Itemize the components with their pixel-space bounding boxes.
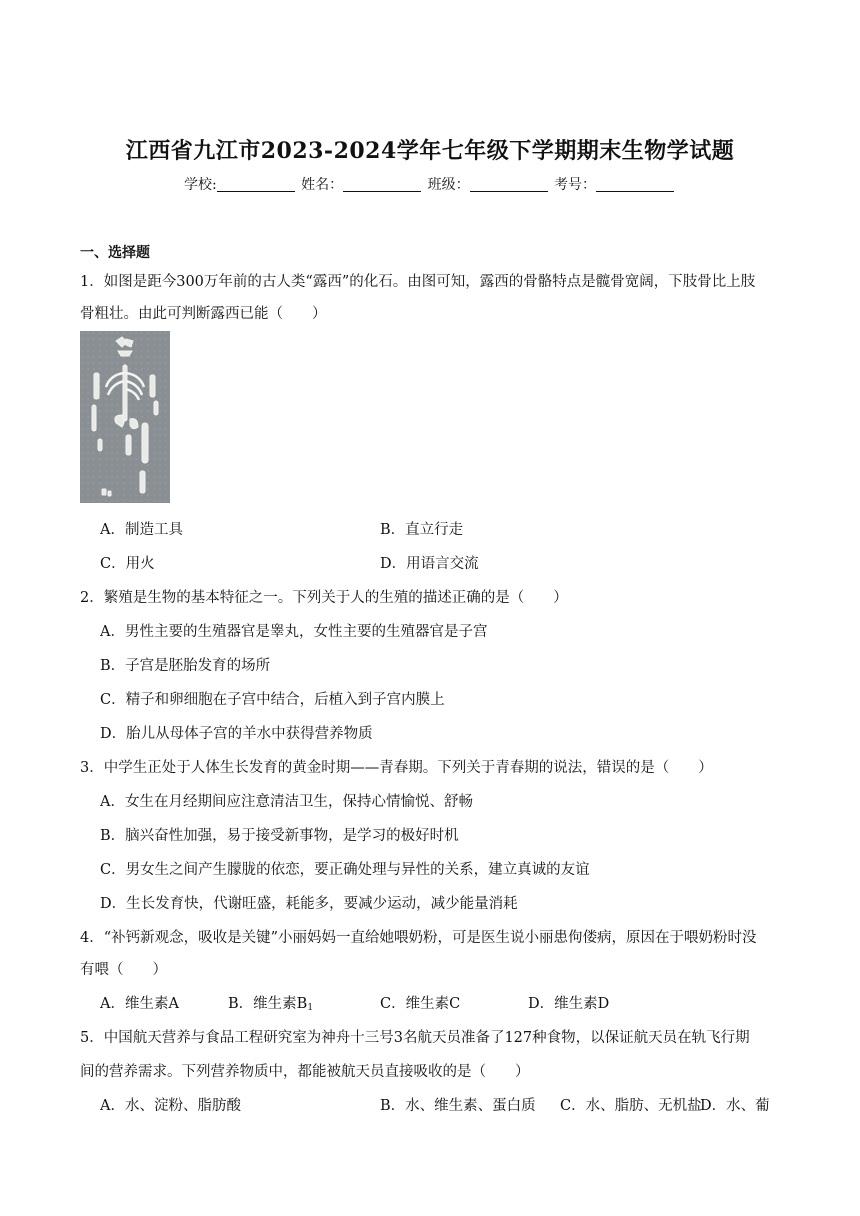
q5-option-b: B．水、维生素、蛋白质 bbox=[380, 1098, 536, 1114]
exam-no-blank[interactable] bbox=[596, 177, 674, 192]
q1-option-a: A．制造工具 bbox=[100, 522, 183, 538]
q3-line-1: 3．中学生正处于人体生长发育的黄金时期——青春期。下列关于青春期的说法，错误的是（ ） bbox=[80, 760, 713, 776]
q1-option-b: B．直立行走 bbox=[380, 522, 464, 538]
q4-option-b-text: B．维生素B bbox=[228, 996, 308, 1012]
section-heading: 一、选择题 bbox=[80, 245, 150, 261]
skeleton-icon bbox=[80, 331, 170, 503]
exam-no-label: 考号： bbox=[554, 177, 597, 193]
q2-option-d: D．胎儿从母体子宫的羊水中获得营养物质 bbox=[100, 726, 373, 742]
q5-option-c: C．水、脂肪、无机盐 bbox=[560, 1098, 702, 1114]
q4-option-c: C．维生素C bbox=[380, 996, 461, 1012]
q5-option-d: D．水、葡 bbox=[700, 1098, 770, 1114]
q4-option-a: A．维生素A bbox=[100, 996, 179, 1012]
q1-line-2: 骨粗壮。由此可判断露西已能（ ） bbox=[80, 306, 327, 322]
q4-option-d: D．维生素D bbox=[528, 996, 610, 1012]
school-label: 学校: bbox=[183, 177, 217, 193]
page-title: 江西省九江市2023-2024学年七年级下学期期末生物学试题 bbox=[125, 138, 735, 164]
q4-option-b bbox=[228, 992, 313, 1013]
q1-option-d: D．用语言交流 bbox=[380, 556, 479, 572]
class-blank[interactable] bbox=[470, 177, 548, 192]
name-blank[interactable] bbox=[343, 177, 421, 192]
q5-line-2: 间的营养需求。下列营养物质中，都能被航天员直接吸收的是（ ） bbox=[80, 1064, 530, 1080]
q4-option-b-subscript: 1 bbox=[307, 1003, 314, 1013]
student-info-row bbox=[0, 174, 860, 194]
q2-option-b: B．子宫是胚胎发育的场所 bbox=[100, 658, 271, 674]
name-label: 姓名： bbox=[301, 177, 344, 193]
q3-option-b: B．脑兴奋性加强，易于接受新事物，是学习的极好时机 bbox=[100, 828, 459, 844]
q2-option-c: C．精子和卵细胞在子宫中结合，后植入到子宫内膜上 bbox=[100, 692, 445, 708]
q4-line-1: 4．“补钙新观念，吸收是关键”小丽妈妈一直给她喂奶粉，可是医生说小丽患佝偻病，原因在于喂奶粉时没 bbox=[80, 930, 757, 946]
q5-option-a: A．水、淀粉、脂肪酸 bbox=[100, 1098, 241, 1114]
q3-option-a: A．女生在月经期间应注意清洁卫生，保持心情愉悦、舒畅 bbox=[100, 794, 473, 810]
lucy-fossil-image bbox=[80, 331, 170, 503]
q3-option-d: D．生长发育快，代谢旺盛，耗能多，要减少运动，减少能量消耗 bbox=[100, 896, 518, 912]
class-label: 班级： bbox=[427, 177, 470, 193]
q3-option-c: C．男女生之间产生朦胧的依恋，要正确处理与异性的关系，建立真诚的友谊 bbox=[100, 862, 590, 878]
q1-line-1: 1．如图是距今300万年前的古人类“露西”的化石。由图可知，露西的骨骼特点是髋骨宽阔，下肢骨比上肢 bbox=[80, 274, 756, 290]
q2-line-1: 2．繁殖是生物的基本特征之一。下列关于人的生殖的描述正确的是（ ） bbox=[80, 590, 568, 606]
q2-option-a: A．男性主要的生殖器官是睾丸，女性主要的生殖器官是子宫 bbox=[100, 624, 488, 640]
school-blank[interactable] bbox=[217, 177, 295, 192]
q4-line-2: 有喂（ ） bbox=[80, 962, 167, 978]
q5-line-1: 5．中国航天营养与食品工程研究室为神舟十三号3名航天员准备了127种食物，以保证航天员在轨飞行期 bbox=[80, 1030, 750, 1046]
q1-option-c: C．用火 bbox=[100, 556, 155, 572]
